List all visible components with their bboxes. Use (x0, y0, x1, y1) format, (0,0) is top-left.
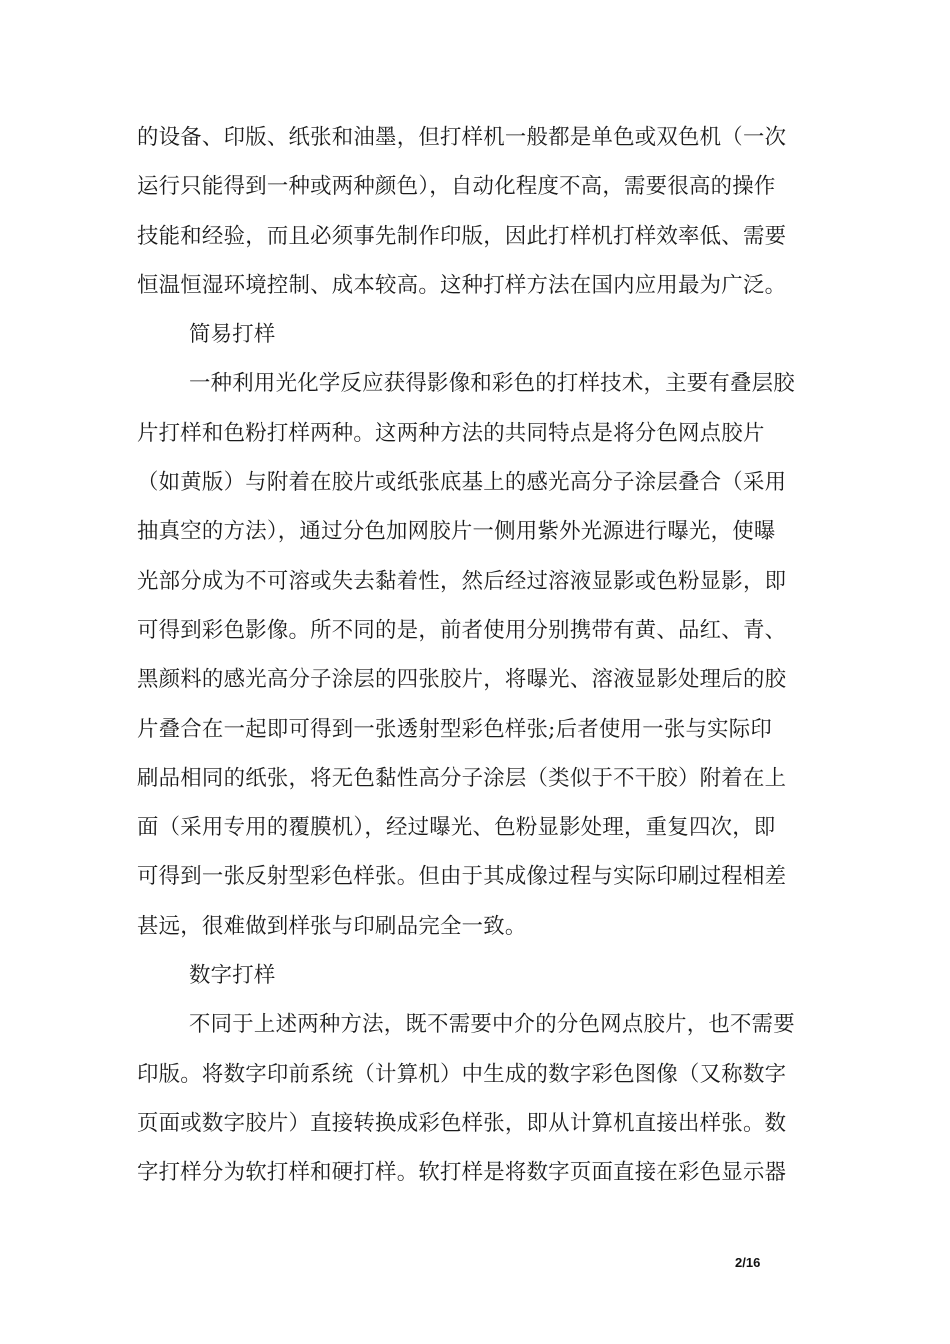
text-line: 黑颜料的感光高分子涂层的四张胶片，将曝光、溶液显影处理后的胶 (137, 667, 787, 693)
text-line: （如黄版）与附着在胶片或纸张底基上的感光高分子涂层叠合（采用 (137, 470, 787, 496)
text-line: 面（采用专用的覆膜机），经过曝光、色粉显影处理，重复四次，即 (137, 815, 776, 841)
text-line: 片打样和色粉打样两种。这两种方法的共同特点是将分色网点胶片 (137, 420, 765, 446)
text-line: 不同于上述两种方法，既不需要中介的分色网点胶片，也不需要 (189, 1012, 795, 1038)
text-line: 一种利用光化学反应获得影像和彩色的打样技术，主要有叠层胶 (189, 371, 795, 397)
text-line: 片叠合在一起即可得到一张透射型彩色样张;后者使用一张与实际印 (137, 716, 773, 742)
document-body (137, 113, 817, 1198)
text-line: 恒温恒湿环境控制、成本较高。这种打样方法在国内应用最为广泛。 (137, 272, 787, 298)
text-line: 运行只能得到一种或两种颜色），自动化程度不高，需要很高的操作 (137, 174, 776, 200)
section-heading: 数字打样 (189, 963, 276, 989)
text-line: 印版。将数字印前系统（计算机）中生成的数字彩色图像（又称数字 (137, 1061, 787, 1087)
text-line: 页面或数字胶片）直接转换成彩色样张，即从计算机直接出样张。数 (137, 1110, 787, 1136)
text-line: 甚远，很难做到样张与印刷品完全一致。 (137, 913, 527, 939)
section-heading: 简易打样 (189, 322, 276, 348)
text-line: 可得到一张反射型彩色样张。但由于其成像过程与实际印刷过程相差 (137, 864, 787, 890)
text-line: 光部分成为不可溶或失去黏着性，然后经过溶液显影或色粉显影，即 (137, 568, 787, 594)
page-number: 2/16 (735, 1255, 761, 1270)
text-line: 的设备、印版、纸张和油墨，但打样机一般都是单色或双色机（一次 (137, 125, 787, 150)
text-line: 抽真空的方法），通过分色加网胶片一侧用紫外光源进行曝光，使曝 (137, 519, 776, 545)
text-line: 可得到彩色影像。所不同的是，前者使用分别携带有黄、品红、青、 (137, 617, 787, 643)
text-line: 字打样分为软打样和硬打样。软打样是将数字页面直接在彩色显示器 (137, 1160, 787, 1186)
text-line: 刷品相同的纸张，将无色黏性高分子涂层（类似于不干胶）附着在上 (137, 765, 787, 791)
text-line: 技能和经验，而且必须事先制作印版，因此打样机打样效率低、需要 (137, 223, 787, 249)
